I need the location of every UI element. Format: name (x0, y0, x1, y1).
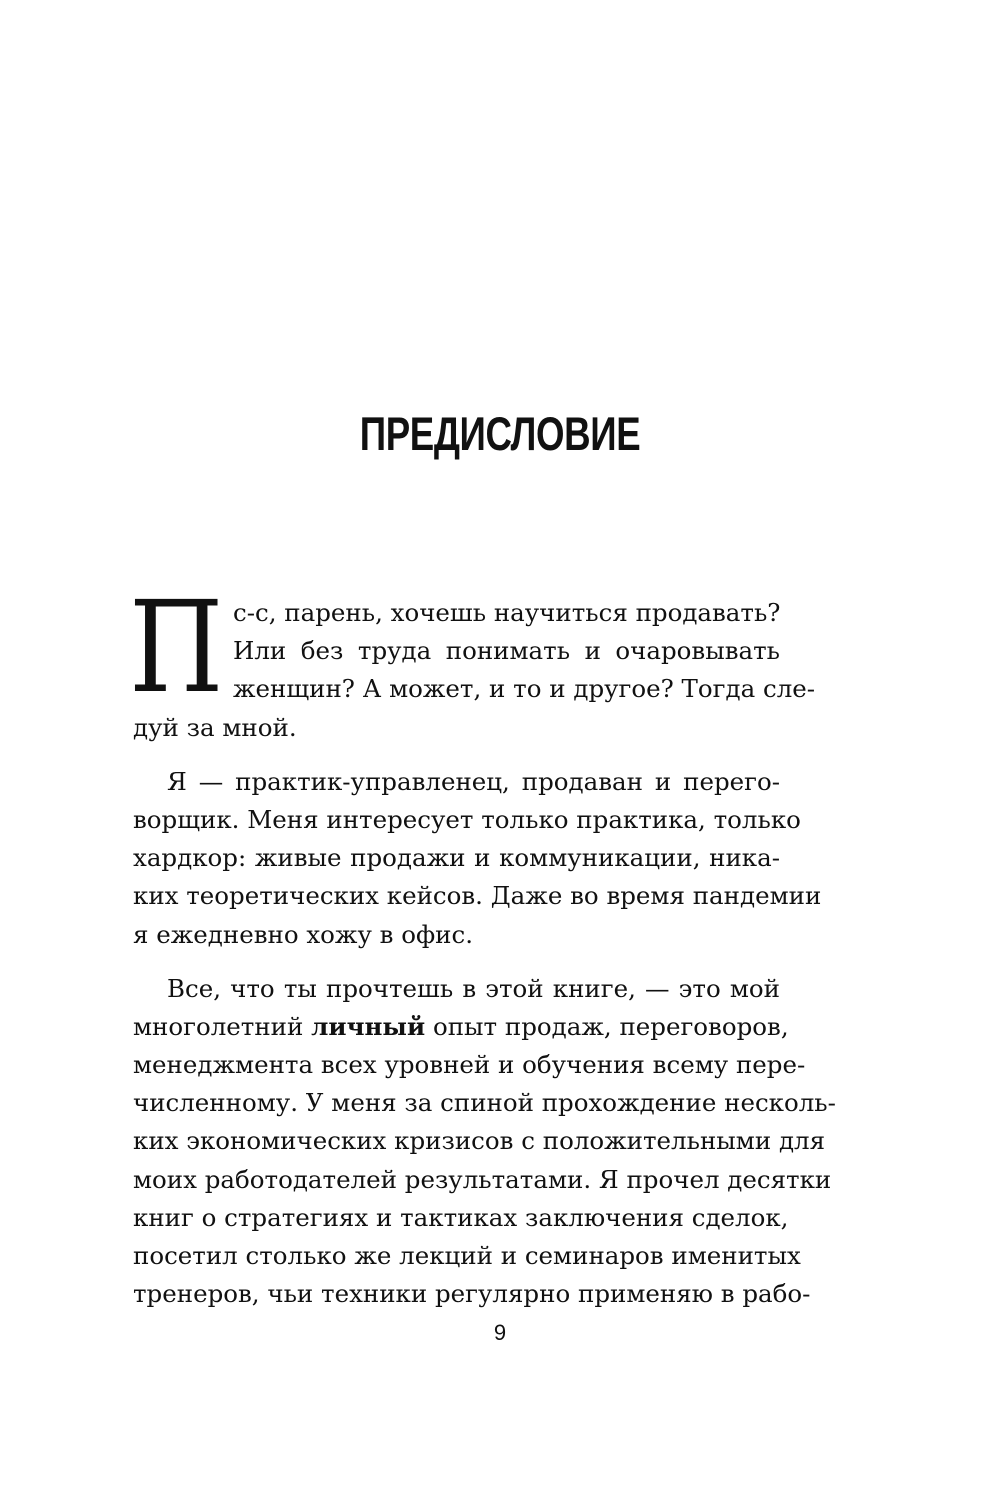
emphasis-word: личный (311, 1011, 426, 1041)
chapter-title: ПРЕДИСЛОВИЕ (359, 407, 641, 460)
text-line: ворщик. Меня интересует только практика, только (133, 804, 801, 834)
paragraph-2 (133, 763, 822, 954)
text-line: я ежедневно хожу в офис. (133, 919, 474, 949)
text-line: Или без труда понимать и очаровывать (233, 636, 780, 666)
drop-cap: П (129, 574, 224, 721)
text-line: с-с, парень, хочешь научиться продавать? (233, 598, 781, 627)
text-line: ких экономических кризисов с положительными для (133, 1126, 826, 1156)
text-line: хардкор: живые продажи и коммуникации, ника- (133, 843, 780, 873)
text-line: женщин? А может, и то и другое? Тогда сле- (233, 674, 816, 704)
text-line: численному. У меня за спиной прохождение несколь- (133, 1088, 836, 1118)
paragraph-1 (133, 594, 816, 747)
page-number: 9 (493, 1320, 507, 1345)
text-line: дуй за мной. (133, 712, 297, 742)
text-line: Я — практик-управленец, продаван и перего- (167, 766, 780, 796)
text-line: тренеров, чьи техники регулярно применяю в рабо- (133, 1279, 811, 1309)
paragraph-3 (133, 970, 836, 1314)
text-line: Все, что ты прочтешь в этой книге, — это мой (167, 973, 780, 1003)
text-line: ких теоретических кейсов. Даже во время пандемии (133, 881, 822, 911)
text-line: посетил столько же лекций и семинаров именитых (133, 1241, 801, 1270)
body-text (133, 594, 836, 1313)
text-line: книг о стратегиях и тактиках заключения сделок, (133, 1202, 789, 1232)
text-line: менеджмента всех уровней и обучения всему пере- (133, 1050, 806, 1080)
text-line: моих работодателей результатами. Я прочел десятки (133, 1164, 832, 1194)
text-fragment: многолетний (133, 1011, 312, 1041)
text-line (133, 1008, 789, 1046)
text-fragment: опыт продаж, переговоров, (425, 1011, 789, 1041)
